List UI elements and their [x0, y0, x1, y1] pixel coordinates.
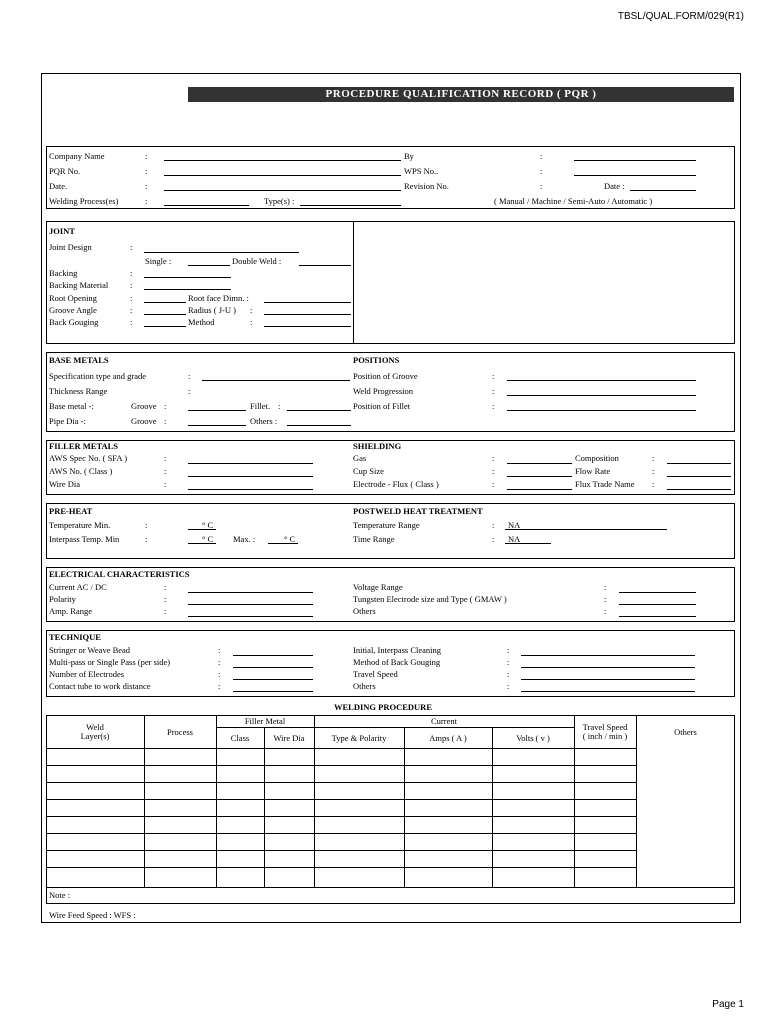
colon: :: [188, 371, 191, 381]
pwht-heading: POSTWELD HEAT TREATMENT: [353, 506, 483, 516]
max-unit: ° C: [284, 534, 296, 544]
colon: :: [218, 657, 221, 667]
colon: :: [145, 196, 148, 206]
double-weld-field[interactable]: [299, 265, 351, 266]
aws-class-label: AWS No. ( Class ): [49, 466, 113, 476]
method-label: Method: [188, 317, 215, 327]
by-label: By: [404, 151, 414, 161]
page-number: Page 1: [712, 999, 744, 1010]
colon: :: [492, 386, 495, 396]
colon: :: [492, 534, 495, 544]
voltage-range-field[interactable]: [619, 592, 696, 593]
preheat-heading: PRE-HEAT: [49, 506, 93, 516]
time-range-value: NA: [508, 534, 521, 544]
colon: :: [130, 280, 133, 290]
polarity-label: Polarity: [49, 594, 76, 604]
colon: :: [130, 268, 133, 278]
max-label: Max. :: [233, 534, 256, 544]
colon: :: [652, 453, 655, 463]
contact-tube-field[interactable]: [233, 691, 313, 692]
colon: :: [130, 317, 133, 327]
interpass-unit: ° C: [202, 534, 214, 544]
colon: :: [218, 669, 221, 679]
colon: :: [604, 594, 607, 604]
root-opening-field[interactable]: [144, 302, 186, 303]
fillet-label: Fillet.: [250, 401, 271, 411]
flow-rate-field[interactable]: [667, 476, 731, 477]
gas-field[interactable]: [507, 463, 572, 464]
joint-divider: [353, 221, 354, 344]
col-weld: Weld: [86, 722, 104, 732]
temp-range-field[interactable]: [505, 529, 667, 530]
colon: :: [492, 453, 495, 463]
colon: :: [130, 305, 133, 315]
colon: :: [164, 453, 167, 463]
joint-heading: JOINT: [49, 226, 75, 236]
table-row: [46, 799, 636, 800]
by-field[interactable]: [574, 160, 696, 161]
back-gouging-field[interactable]: [144, 326, 186, 327]
electrical-others-label: Others: [353, 606, 376, 616]
procedure-table: [46, 715, 735, 904]
electrode-flux-label: Electrode - Flux ( Class ): [353, 479, 439, 489]
colon: :: [145, 151, 148, 161]
voltage-range-label: Voltage Range: [353, 582, 403, 592]
form-title: PROCEDURE QUALIFICATION RECORD ( PQR ): [325, 88, 597, 100]
groove-label: Groove: [131, 401, 157, 411]
technique-others-field[interactable]: [521, 691, 695, 692]
colon: :: [492, 371, 495, 381]
colon: :: [604, 606, 607, 616]
interpass-min-field[interactable]: [188, 543, 216, 544]
colon: :: [604, 582, 607, 592]
table-vline: [404, 727, 405, 887]
gas-label: Gas: [353, 453, 367, 463]
num-electrodes-field[interactable]: [233, 679, 313, 680]
colon: :: [278, 401, 281, 411]
table-hline: [216, 727, 574, 728]
shielding-heading: SHIELDING: [353, 441, 402, 451]
radius-field[interactable]: [264, 314, 351, 315]
tungsten-label: Tungsten Electrode size and Type ( GMAW ): [353, 594, 507, 604]
composition-field[interactable]: [667, 463, 731, 464]
date2-label: Date :: [604, 181, 625, 191]
flux-trade-label: Flux Trade Name: [575, 479, 635, 489]
colon: :: [250, 305, 253, 315]
colon: :: [164, 582, 167, 592]
col-amps: Amps ( A ): [429, 733, 467, 743]
colon: :: [492, 401, 495, 411]
weld-progression-field[interactable]: [507, 395, 696, 396]
revision-no-label: Revision No.: [404, 181, 449, 191]
filler-heading: FILLER METALS: [49, 441, 119, 451]
electrical-others-field[interactable]: [619, 616, 696, 617]
current-field[interactable]: [188, 592, 313, 593]
table-row: [46, 816, 636, 817]
col-type-polarity: Type & Polarity: [331, 733, 387, 743]
multipass-field[interactable]: [233, 667, 313, 668]
radius-label: Radius ( J-U ): [188, 305, 236, 315]
aws-spec-label: AWS Spec No. ( SFA ): [49, 453, 128, 463]
base-metals-heading: BASE METALS: [49, 355, 109, 365]
colon: :: [164, 466, 167, 476]
colon: :: [507, 657, 510, 667]
colon: :: [507, 669, 510, 679]
col-wire-dia: Wire Dia: [273, 733, 305, 743]
colon: :: [164, 416, 167, 426]
colon: :: [164, 606, 167, 616]
colon: :: [218, 645, 221, 655]
technique-others-label: Others: [353, 681, 376, 691]
document-code: TBSL/QUAL.FORM/029(R1): [617, 11, 744, 22]
time-range-field[interactable]: [505, 543, 551, 544]
base-others-field[interactable]: [287, 425, 351, 426]
colon: :: [507, 681, 510, 691]
type-label: Type(s) :: [264, 196, 295, 206]
wire-dia-field[interactable]: [188, 489, 313, 490]
colon: :: [164, 401, 167, 411]
col-travel-unit: ( inch / min ): [582, 731, 628, 741]
electrical-heading: ELECTRICAL CHARACTERISTICS: [49, 569, 190, 579]
colon: :: [145, 181, 148, 191]
table-hline: [46, 748, 636, 749]
joint-design-field[interactable]: [144, 252, 299, 253]
aws-class-field[interactable]: [188, 476, 313, 477]
polarity-field[interactable]: [188, 604, 313, 605]
back-gouging-label: Back Gouging: [49, 317, 99, 327]
flow-rate-label: Flow Rate: [575, 466, 611, 476]
colon: :: [492, 520, 495, 530]
procedure-heading: WELDING PROCEDURE: [334, 702, 432, 712]
travel-speed-field[interactable]: [521, 679, 695, 680]
table-vline: [264, 727, 265, 887]
date-label: Date.: [49, 181, 68, 191]
colon: :: [492, 479, 495, 489]
contact-tube-label: Contact tube to work distance: [49, 681, 151, 691]
root-face-field[interactable]: [264, 302, 351, 303]
table-row: [46, 782, 636, 783]
cleaning-field[interactable]: [521, 655, 695, 656]
colon: :: [507, 645, 510, 655]
temp-min-field[interactable]: [188, 529, 216, 530]
root-opening-label: Root Opening: [49, 293, 97, 303]
colon: :: [188, 386, 191, 396]
composition-label: Composition: [575, 453, 619, 463]
wfs-label: Wire Feed Speed : WFS :: [49, 910, 136, 920]
method-field[interactable]: [264, 326, 351, 327]
others-label: Others :: [250, 416, 278, 426]
spec-grade-field[interactable]: [202, 380, 350, 381]
temp-range-value: NA: [508, 520, 521, 530]
wps-no-field[interactable]: [574, 175, 696, 176]
backing-material-field[interactable]: [144, 289, 231, 290]
col-current: Current: [431, 716, 457, 726]
type-field[interactable]: [300, 205, 401, 206]
col-process: Process: [167, 727, 193, 737]
flux-trade-field[interactable]: [667, 489, 731, 490]
single-label: Single :: [145, 256, 172, 266]
date2-field[interactable]: [630, 190, 696, 191]
colon: :: [250, 317, 253, 327]
joint-design-label: Joint Design: [49, 242, 92, 252]
col-others: Others: [674, 727, 697, 737]
spec-grade-label: Specification type and grade: [49, 371, 147, 381]
pipe-dia-label: Pipe Dia -:: [49, 416, 86, 426]
current-label: Current AC / DC: [49, 582, 107, 592]
table-vline: [636, 715, 637, 887]
table-row: [46, 850, 636, 851]
date-field[interactable]: [164, 190, 401, 191]
position-groove-label: Position of Groove: [353, 371, 418, 381]
table-row: [46, 887, 735, 888]
groove2-label: Groove: [131, 416, 157, 426]
cleaning-label: Initial, Interpass Cleaning: [353, 645, 442, 655]
aws-spec-field[interactable]: [188, 463, 313, 464]
colon: :: [218, 681, 221, 691]
company-name-field[interactable]: [164, 160, 401, 161]
table-row: [46, 867, 636, 868]
title-bar: [188, 87, 734, 102]
interpass-max-field[interactable]: [268, 543, 298, 544]
weld-progression-label: Weld Progression: [353, 386, 413, 396]
multipass-label: Multi-pass or Single Pass (per side): [49, 657, 171, 667]
backing-material-label: Backing Material: [49, 280, 109, 290]
table-vline: [144, 715, 145, 887]
root-face-label: Root face Dimn. :: [188, 293, 249, 303]
pqr-no-field[interactable]: [164, 175, 401, 176]
num-electrodes-label: Number of Electrodes: [49, 669, 125, 679]
colon: :: [540, 181, 543, 191]
amp-range-field[interactable]: [188, 616, 313, 617]
position-fillet-field[interactable]: [507, 410, 696, 411]
mode-options: ( Manual / Machine / Semi-Auto / Automatic ): [494, 196, 653, 206]
temp-min-unit: ° C: [202, 520, 214, 530]
positions-heading: POSITIONS: [353, 355, 400, 365]
temp-range-label: Temperature Range: [353, 520, 420, 530]
col-class: Class: [230, 733, 250, 743]
colon: :: [540, 151, 543, 161]
col-volts: Volts ( v ): [516, 733, 550, 743]
colon: :: [164, 479, 167, 489]
colon: :: [145, 520, 148, 530]
amp-range-label: Amp. Range: [49, 606, 92, 616]
colon: :: [130, 293, 133, 303]
position-groove-field[interactable]: [507, 380, 696, 381]
technique-heading: TECHNIQUE: [49, 632, 101, 642]
table-row: [46, 765, 636, 766]
position-fillet-label: Position of Fillet: [353, 401, 411, 411]
backing-label: Backing: [49, 268, 78, 278]
groove-angle-field[interactable]: [144, 314, 186, 315]
cup-size-field[interactable]: [507, 476, 572, 477]
colon: :: [130, 242, 133, 252]
colon: :: [652, 479, 655, 489]
base-fillet-field[interactable]: [287, 410, 351, 411]
colon: :: [164, 594, 167, 604]
stringer-field[interactable]: [233, 655, 313, 656]
table-vline: [492, 727, 493, 887]
time-range-label: Time Range: [353, 534, 395, 544]
colon: :: [540, 166, 543, 176]
note-label: Note :: [49, 890, 71, 900]
stringer-label: Stringer or Weave Bead: [49, 645, 131, 655]
double-weld-label: Double Weld :: [232, 256, 282, 266]
groove-angle-label: Groove Angle: [49, 305, 97, 315]
welding-process-label: Welding Process(es): [49, 196, 119, 206]
base-groove-field[interactable]: [188, 410, 246, 411]
method-back-gouging-field[interactable]: [521, 667, 695, 668]
travel-speed-label: Travel Speed: [353, 669, 398, 679]
colon: :: [145, 166, 148, 176]
thickness-range-label: Thickness Range: [49, 386, 108, 396]
colon: :: [652, 466, 655, 476]
colon: :: [145, 534, 148, 544]
col-filler-metal: Filler Metal: [244, 716, 286, 726]
welding-process-field[interactable]: [164, 205, 249, 206]
wire-dia-label: Wire Dia: [49, 479, 81, 489]
col-layers: Layer(s): [80, 731, 110, 741]
wps-no-label: WPS No..: [404, 166, 439, 176]
tungsten-field[interactable]: [619, 604, 696, 605]
colon: :: [492, 466, 495, 476]
company-name-label: Company Name: [49, 151, 105, 161]
pipe-groove-field[interactable]: [188, 425, 246, 426]
interpass-label: Interpass Temp. Min: [49, 534, 120, 544]
single-field[interactable]: [188, 265, 230, 266]
cup-size-label: Cup Size: [353, 466, 384, 476]
table-row: [46, 833, 636, 834]
col-travel-speed: Travel Speed: [582, 722, 628, 732]
electrode-flux-field[interactable]: [507, 489, 572, 490]
method-back-gouging-label: Method of Back Gouging: [353, 657, 441, 667]
base-metal-label: Base metal -:: [49, 401, 94, 411]
pqr-no-label: PQR No.: [49, 166, 81, 176]
temp-min-label: Temperature Min.: [49, 520, 111, 530]
backing-field[interactable]: [144, 277, 231, 278]
